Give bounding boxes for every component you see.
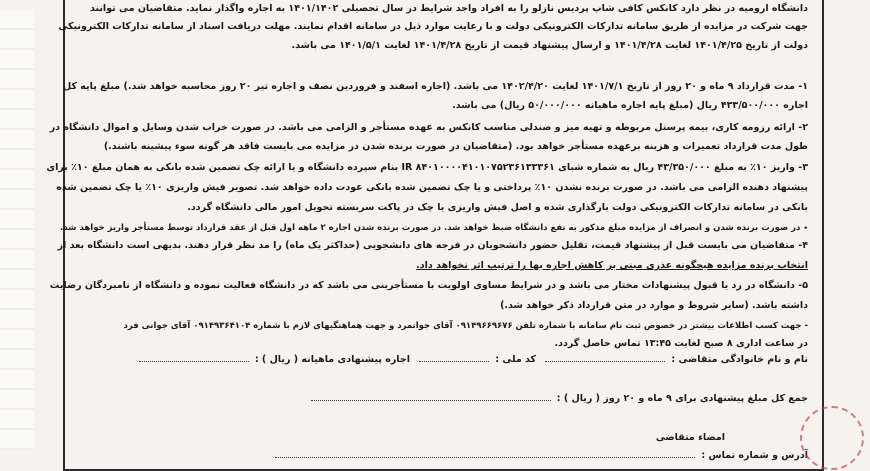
form-row-4	[269, 449, 808, 463]
total-label: جمع کل مبلغ پیشنهادی برای ۹ ماه و ۲۰ روز ( ریال ) :	[556, 393, 808, 404]
intro-line-1: دانشگاه ارومیه در نظر دارد کانکس کافی شاپ پردیس نازلو را به افراد واجد شرایط در سال تحصیلی ۱۴۰۱/۱۴۰۲ به اجاره واگذار نماید. متقاضیان می توانند	[90, 3, 808, 14]
contact-line-2: در ساعت اداری ۸ صبح لغایت ۱۳:۴۵ تماس حاصل گردد.	[554, 338, 808, 349]
form-row-2	[305, 392, 808, 406]
clause-1-line-1: ۱- مدت قرارداد ۹ ماه و ۲۰ روز از تاریخ ۱۴۰۱/۷/۱ لغایت ۱۴۰۲/۴/۲۰ می باشد. (اجاره اسفند و فروردین نصف و اجاره تیر ۲۰ روز محاسبه خواهد شد.) مبلغ پایه کل	[62, 81, 808, 92]
form-row-3	[656, 431, 725, 445]
contact-line-1: - جهت کسب اطلاعات بیشتر در خصوص ثبت نام سامانه با شماره تلفن ۰۹۱۴۹۶۶۹۶۷۶ آقای جوانمرد و جهت هماهنگیهای لازم با شماره ۰۹۱۴۹۳۶۴۱۰۴ آقای جوانی فرد	[123, 321, 808, 331]
clause-5-line-2: داشته باشد. (سایر شروط و موارد در متن قرارداد ذکر خواهد شد.)	[500, 300, 808, 311]
sign-label: امضاء متقاضی	[655, 432, 725, 443]
scan-edge	[0, 10, 34, 450]
clause-1-line-2: اجاره ۴۳۳/۵۰۰/۰۰۰ ریال (مبلغ پایه اجاره ماهیانه ۵۰/۰۰۰/۰۰۰ ریال) می باشد.	[452, 100, 808, 111]
clause-3-line-3: بانکی در سامانه تدارکات الکترونیکی دولت بارگذاری شده و اصل فیش واریزی یا چک در پاکت سربسته تحویل امور مالی دانشگاه گردد.	[187, 202, 808, 213]
clause-3-note: ٭ در صورت برنده شدن و انصراف از مزایده مبلغ مذکور به نفع دانشگاه ضبط خواهد شد. در صورت برنده شدن اجاره ۲ ماهه اول قبل از عقد قرارداد توسط مستأجر واریز خواهد شد.	[60, 223, 808, 233]
official-stamp	[800, 406, 864, 470]
clause-3-line-1: ۳- واریز ۱۰٪ به مبلغ ۴۳/۳۵۰/۰۰۰ ریال به شماره شبای IR ۸۴۰۱۰۰۰۰۴۱۰۱۰۷۵۲۳۶۱۳۳۳۶۱ بنام سپرده دانشگاه و یا ارائه چک تضمین شده بانکی به همان مبلغ ۱۰٪ برای	[46, 162, 808, 173]
clause-3-line-2: پیشنهاد دهنده الزامی می باشد. در صورت برنده نشدن ۱۰٪ پرداختی و یا چک تضمین شده بانکی عودت داده خواهد شد. تصویر فیش واریزی ۱۰٪ یا چک تضمین شده	[56, 182, 808, 193]
monthly-label: اجاره پیشنهادی ماهیانه ( ریال ) :	[254, 354, 410, 365]
form-row-1	[133, 353, 808, 367]
code-label: کد ملی :	[495, 354, 537, 365]
code-field[interactable]	[419, 353, 489, 362]
address-field[interactable]	[275, 449, 695, 458]
monthly-field[interactable]	[139, 353, 249, 362]
intro-line-2: جهت شرکت در مزایده از طریق سامانه تدارکات الکترونیکی دولت و با رعایت موارد ذیل در سامانه اقدام نمایند. مهلت دریافت اسناد از سامانه تدارکات الکترونیکی	[58, 21, 808, 32]
clause-4-line-2: انتخاب برنده مزایده هیچگونه عذری مبنی بر کاهش اجاره بها را ترتیب اثر نخواهد داد.	[416, 260, 808, 271]
address-label: آدرس و شماره تماس :	[701, 450, 808, 461]
clause-2-line-1: ۲- ارائه رزومه کاری، بیمه پرسنل مربوطه و تهیه میز و صندلی مناسب کانکس به عهده مستأجر و الزامی می باشد. در صورت خراب شدن وسایل و اموال دانشگاه در	[49, 122, 808, 133]
intro-line-3: دولت از تاریخ ۱۴۰۱/۴/۲۵ لغایت ۱۴۰۱/۴/۲۸ و ارسال پیشنهاد قیمت از تاریخ ۱۴۰۱/۴/۲۸ لغایت ۱۴۰۱/۵/۱ می باشد.	[291, 40, 808, 51]
clause-2-line-2: طول مدت قرارداد تعمیرات و هزینه برعهده مستأجر خواهد بود. (متقاضیان در صورت برنده شدن در مزایده می بایست فاقد هر گونه سوء پیشینه باشند.)	[103, 141, 808, 152]
clause-4-line-1: ۴- متقاضیان می بایست قبل از پیشنهاد قیمت، تقلیل حضور دانشجویان در فرجه های دانشجویی (حداکثر یک ماه) را مد نظر قرار دهند. بدیهی است دانشگاه بعد از	[57, 240, 808, 251]
name-label: نام و نام خانوادگی متقاضی :	[671, 354, 808, 365]
total-field[interactable]	[311, 392, 551, 401]
clause-5-line-1: ۵- دانشگاه در رد یا قبول پیشنهادات مختار می باشد و در شرایط مساوی اولویت با مستأجرینی می باشد که در دانشگاه فعالیت نموده و دانشگاه از نامبردگان رضایت	[49, 280, 808, 291]
name-field[interactable]	[545, 353, 665, 362]
